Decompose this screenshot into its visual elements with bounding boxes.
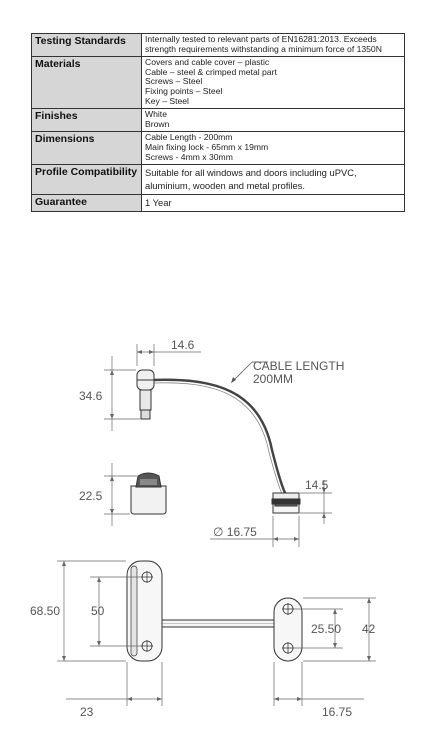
dim-top-width: 14.6 [171,338,195,352]
cable-cover-view [131,473,166,514]
dim-lock-width: 23 [80,705,94,719]
screw-holes [141,571,294,654]
dim-cap-height: 22.5 [79,489,103,503]
spec-value-line: Cable Length - 200mm [145,132,233,143]
cable-length-value: 200MM [253,372,294,386]
dimension-labels [30,338,376,719]
spec-value-line: Brown [145,118,170,129]
spec-label: Materials [32,57,142,109]
spec-label: Guarantee [32,195,142,212]
dim-top-height: 34.6 [79,389,103,403]
dim-lock-outer-height: 68.50 [30,604,61,618]
spec-label: Finishes [32,109,142,132]
spec-value-line: White [145,109,167,120]
dim-plate-outer-height: 42 [362,622,376,636]
spec-value-line: Internally tested to relevant parts of EN16281:2013. Exceeds [145,34,377,44]
spec-value-line: strength requirements withstanding a minimum force of 1350N [145,43,382,54]
spec-value-line: Key – Steel [145,95,189,106]
dim-plate-width: 16.75 [322,705,353,719]
spec-value-line: Cable – steel & crimped metal part [145,66,277,77]
cable [153,380,285,493]
dim-plate-inner-height: 25.50 [311,622,342,636]
spec-value-line: Covers and cable cover – plastic [145,57,270,68]
spec-label: Testing Standards [32,34,142,57]
cable-length-label: CABLE LENGTH [253,359,345,373]
spec-value-line: aluminium, wooden and metal profiles. [145,180,305,192]
lock-plan-view [127,561,302,661]
spec-value-line: Main fixing lock - 65mm x 19mm [145,141,269,152]
dim-end-diameter: ∅ 16.75 [213,525,257,539]
spec-value-line: Screws – Steel [145,76,203,87]
dim-lock-inner-height: 50 [91,604,105,618]
spec-value-line: 1 Year [145,197,172,209]
spec-value-line: Fixing points – Steel [145,85,223,96]
spec-value-line: Screws - 4mm x 30mm [145,151,233,162]
end-cap [272,493,300,513]
dim-end-height: 14.5 [305,478,329,492]
spec-label: Profile Compatibility [32,165,142,195]
spec-value-line: Suitable for all windows and doors including uPVC, [145,167,357,179]
spec-label: Dimensions [32,132,142,165]
